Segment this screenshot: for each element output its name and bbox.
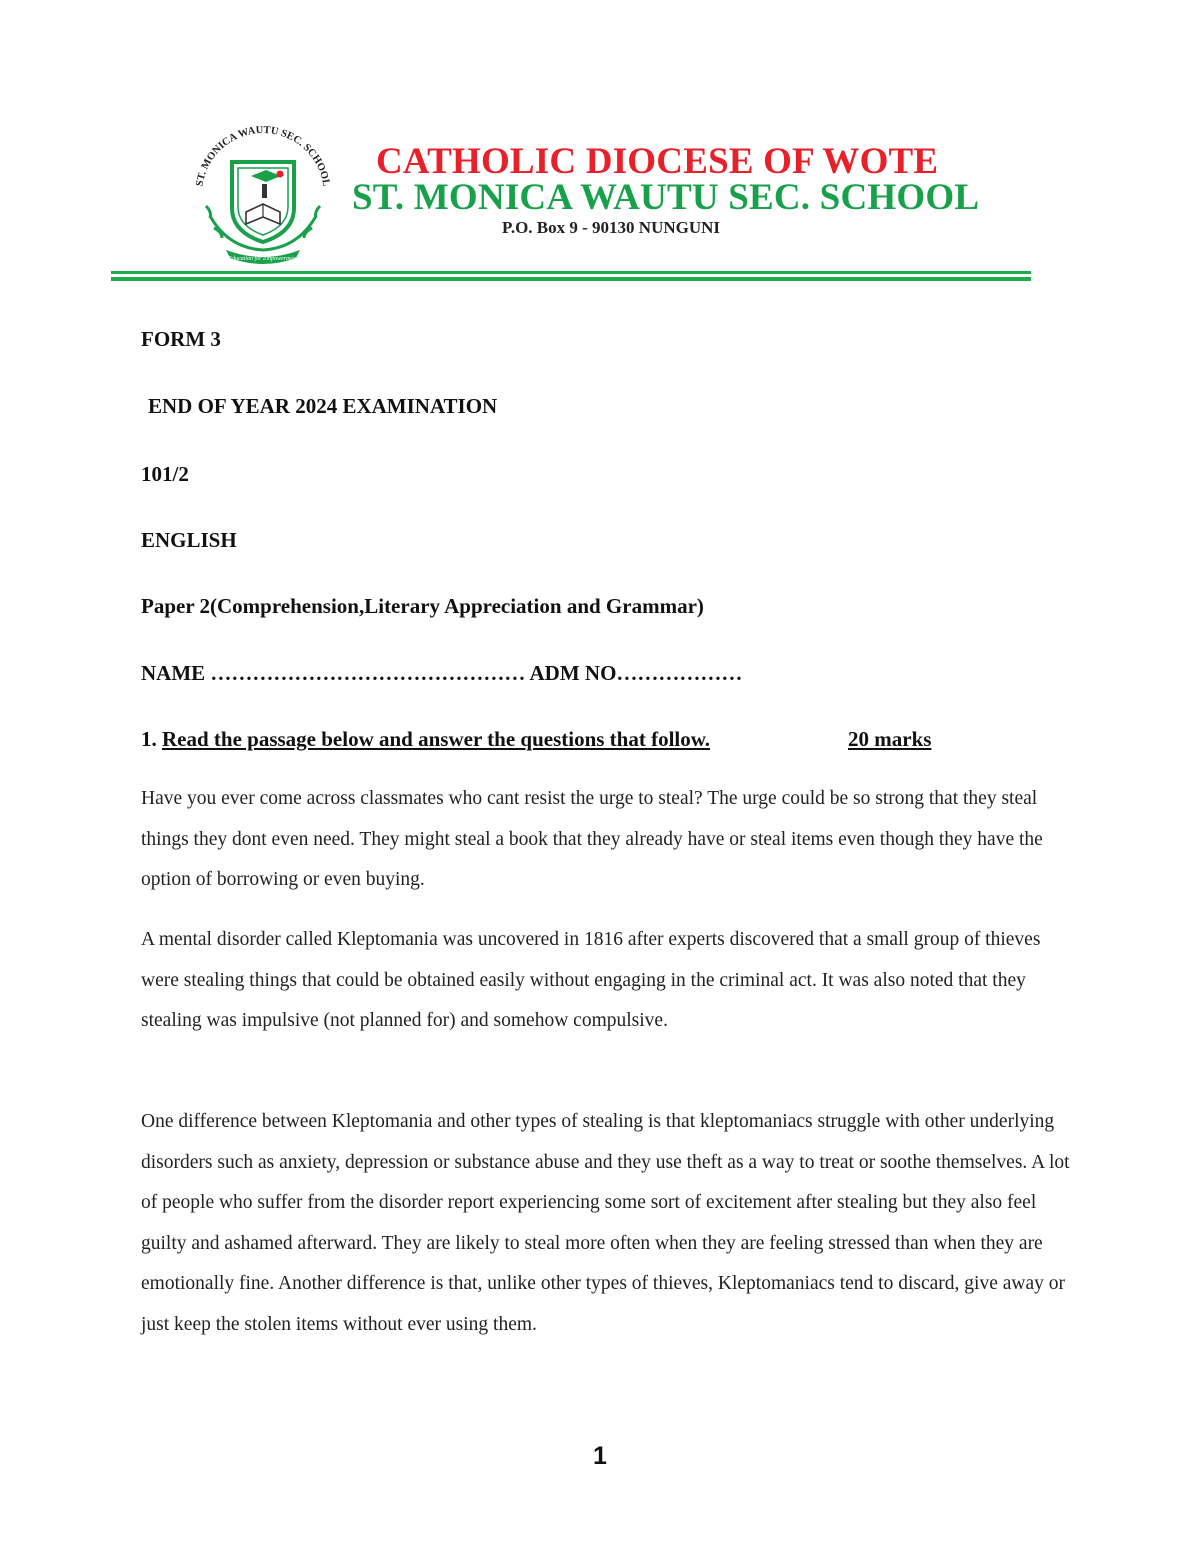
question-instruction: Read the passage below and answer the questions that follow.: [162, 727, 710, 751]
passage-paragraph-2: A mental disorder called Kleptomania was uncovered in 1816 after experts discovered that a small group of thieves were stealing things that could be obtained easily without engaging in the criminal act. It was also noted that they stealing was impulsive (not planned for) and somehow compulsive.: [141, 929, 1041, 1031]
name-adm-field[interactable]: NAME ……………………………………… ADM NO………………: [141, 661, 743, 685]
passage-paragraph-1: Have you ever come across classmates who cant resist the urge to steal? The urge could be so strong that they steal things they dont even need. They might steal a book that they already have or steal items even though they have the option of borrowing or even buying.: [141, 788, 1043, 890]
question-heading: [141, 727, 931, 752]
exam-title: END OF YEAR 2024 EXAMINATION: [148, 394, 498, 418]
svg-text:ST. MONICA WAUTU SEC. SCHOOL: ST. MONICA WAUTU SEC. SCHOOL: [194, 124, 332, 188]
school-crest-logo: [188, 124, 338, 266]
header-divider-thin: [111, 271, 1031, 274]
question-marks: 20 marks: [848, 727, 932, 751]
form-level: FORM 3: [141, 327, 221, 351]
school-address: P.O. Box 9 - 90130 NUNGUNI: [502, 218, 721, 237]
letterhead: [0, 0, 1200, 290]
crest-motto: Education for Empowerment: [228, 256, 298, 262]
page-number: 1: [593, 1442, 607, 1470]
question-number: 1.: [141, 727, 157, 751]
header-divider-thick: [111, 277, 1031, 281]
paper-code: 101/2: [141, 462, 189, 486]
passage-paragraph-3: One difference between Kleptomania and other types of stealing is that kleptomaniacs struggle with other underlying disorders such as anxiety, depression or substance abuse and they use theft as a way to treat or soothe themselves. A lot of people who suffer from the disorder report experiencing some sort of excitement after stealing but they also feel guilty and ashamed afterward. They are likely to steal more often when they are feeling stressed than when they are emotionally fine. Another difference is that, unlike other types of thieves, Kleptomaniacs tend to discard, give away or just keep the stolen items without ever using them.: [141, 1111, 1070, 1335]
paper-description: Paper 2(Comprehension,Literary Appreciation and Grammar): [141, 594, 704, 618]
subject: ENGLISH: [141, 528, 237, 552]
school-name: ST. MONICA WAUTU SEC. SCHOOL: [352, 177, 980, 218]
organization-title: CATHOLIC DIOCESE OF WOTE: [376, 141, 939, 182]
